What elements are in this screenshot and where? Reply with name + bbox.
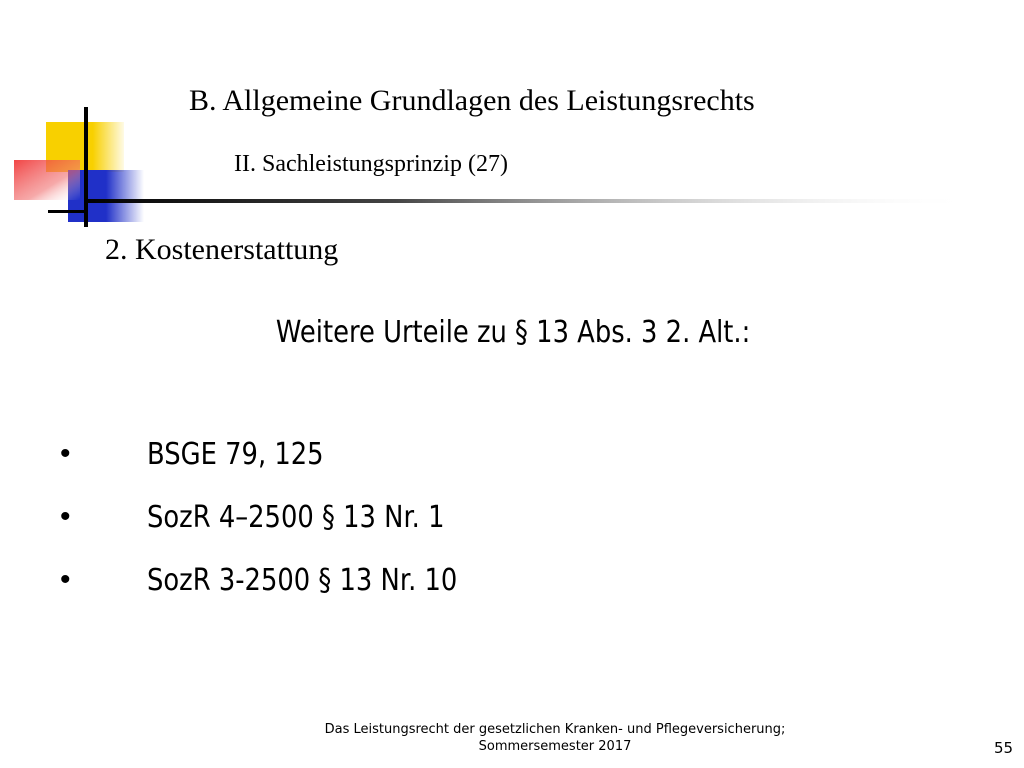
slide-subtitle: II. Sachleistungsprinzip (27): [234, 151, 508, 177]
bullet-icon: •: [60, 437, 71, 470]
list-item-text: SozR 4–2500 § 13 Nr. 1: [147, 500, 445, 535]
footer: [290, 721, 820, 755]
short-horizontal-line: [48, 210, 88, 213]
vertical-line: [84, 107, 88, 227]
bullet-icon: •: [60, 500, 71, 533]
red-square: [14, 160, 80, 200]
page-number: 55: [994, 739, 1014, 757]
slide-title: B. Allgemeine Grundlagen des Leistungsrechts: [189, 84, 755, 117]
list-item-text: BSGE 79, 125: [147, 437, 324, 472]
footer-line-2: Sommersemester 2017: [478, 739, 632, 754]
content-heading: Weitere Urteile zu § 13 Abs. 3 2. Alt.:: [275, 315, 751, 350]
decorative-logo-graphic: [0, 0, 1024, 240]
footer-line-1: Das Leistungsrecht der gesetzlichen Kranken- und Pflegeversicherung;: [324, 722, 786, 737]
list-item-text: SozR 3-2500 § 13 Nr. 10: [147, 563, 458, 598]
bullet-icon: •: [60, 563, 71, 596]
section-heading: 2. Kostenerstattung: [105, 233, 339, 266]
horizontal-rule: [84, 199, 974, 203]
